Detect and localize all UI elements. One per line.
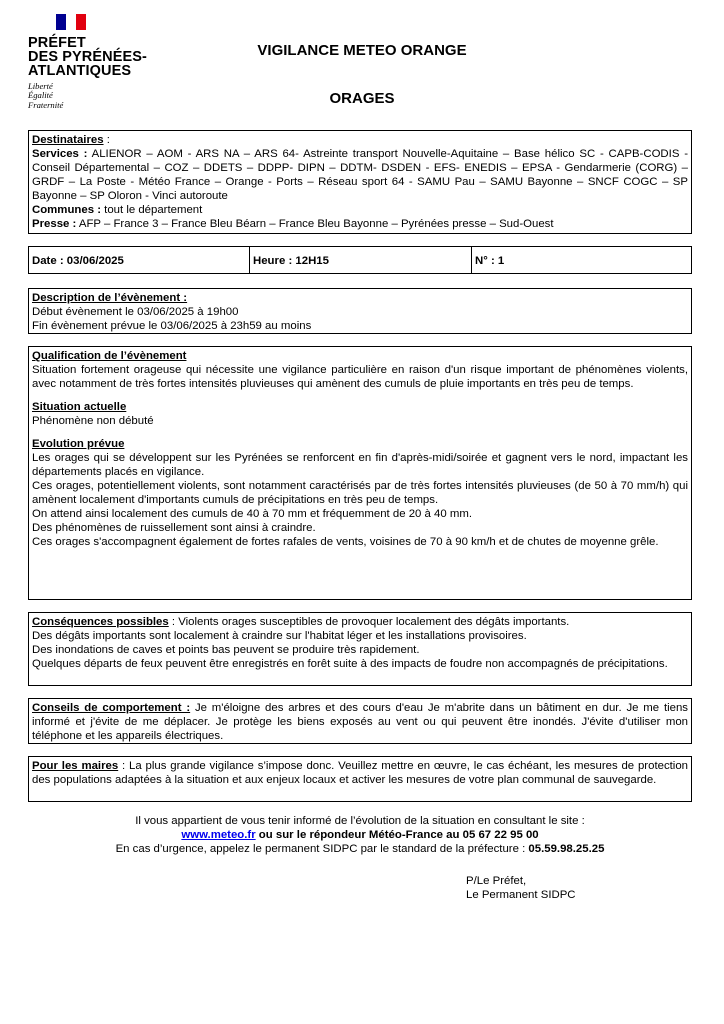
evolution-line: Les orages qui se développent sur les Pyrénées se renforcent en fin d'après-midi/soirée et gagnent vers le nord, impactant les départements placés en vigilance. [32, 452, 688, 478]
signature-line: Le Permanent SIDPC [466, 889, 576, 901]
mayors-box [28, 756, 692, 802]
number-cell: N° : 1 [475, 255, 505, 267]
evolution-heading: Evolution prévue [32, 438, 125, 450]
event-end: Fin évènement prévue le 03/06/2025 à 23h59 au moins [32, 320, 312, 332]
mayors-heading: Pour les maires [32, 760, 119, 772]
qualification-heading: Qualification de l’évènement [32, 350, 187, 362]
meteo-link[interactable]: www.meteo.fr [181, 829, 256, 841]
evolution-line: Des phénomènes de ruissellement sont ainsi à craindre. [32, 522, 316, 534]
evolution-line: On attend ainsi localement des cumuls de 40 à 70 mm et fréquemment de 20 à 40 mm. [32, 508, 473, 520]
description-heading: Description de l’évènement : [32, 292, 188, 304]
time-cell: Heure : 12H15 [250, 247, 472, 273]
footer-info: Il vous appartient de vous tenir informé de l’évolution de la situation en consultant le site : [135, 815, 585, 827]
advice-box [28, 698, 692, 744]
consequence-line: Des inondations de caves et points bas peuvent se produire très rapidement. [32, 644, 420, 656]
evolution-line: Ces orages, potentiellement violents, sont notamment caractérisés par de très fortes intensités pluvieuses (de 50 à 70 mm/h) qui amènent localement d'importants cumuls de précipitations en très peu de temps. [32, 480, 688, 506]
prefecture-logo [28, 14, 158, 110]
recipients-heading: Destinataires [32, 134, 104, 146]
situation-text: Phénomène non débuté [32, 415, 154, 427]
presse-label: Presse : [32, 218, 77, 230]
footer [28, 814, 692, 856]
prefecture-name: PRÉFET DES PYRÉNÉES- ATLANTIQUES [28, 35, 147, 79]
date-table [28, 246, 692, 274]
consequence-line: Des dégâts importants sont localement à craindre sur l'habitat léger et les installations provisoires. [32, 630, 527, 642]
event-description-box [28, 288, 692, 334]
marianne-icon [94, 17, 104, 27]
consequences-intro: : Violents orages susceptibles de provoquer localement des dégâts importants. [168, 616, 570, 628]
communes-label: Communes : [32, 204, 101, 216]
advice-heading: Conseils de comportement : [32, 702, 191, 714]
document-subtitle: ORAGES [329, 90, 395, 107]
recipients-box: Destinataires : Services : ALIENOR – AOM - ARS NA – ARS 64- Astreinte transport Nouvelle-Aquitaine – Base hélico SC - CAPB-CODIS - Conseil Départemental – COZ – DDETS – DDPP- DIPN – DDTM- DSDEN - EFS- ENEDIS – EPSA - Gendarmerie (CORG) – GRDF – La Poste - Météo France – Orange - Ports – Réseau sport 64 - SAMU Pau – SAMU Bayonne – SNCF COGC – SP Bayonne – SP Oloron - Vinci autoroute Communes : tout le département Presse : AFP – France 3 – France Bleu Béarn – France Bleu Bayonne – Pyrénées presse – Sud-Ouest [28, 130, 692, 234]
french-flag-icon [56, 14, 86, 30]
mayors-text: : La plus grande vigilance s’impose donc. Veuillez mettre en œuvre, le cas échéant, les mesures de protection des populations adaptées à la situation et aux enjeux locaux et activer les mesures de votre plan communal de sauvegarde. [32, 760, 688, 786]
date-cell: Date : 03/06/2025 [29, 247, 250, 273]
advice-text: Je m'éloigne des arbres et des cours d'eau Je m'abrite dans un bâtiment en dur. Je me tiens informé et j'évite de me déplacer. Je protège les biens exposés au vent ou qui peuvent être inondés. J'évite d'utiliser mon téléphone et les appareils électriques. [32, 702, 689, 742]
event-start: Début évènement le 03/06/2025 à 19h00 [32, 306, 239, 318]
devise: Liberté Égalité Fraternité [28, 81, 64, 110]
signature [466, 874, 576, 902]
presse-list: AFP – France 3 – France Bleu Béarn – France Bleu Bayonne – Pyrénées presse – Sud-Ouest [76, 218, 554, 230]
qualification-box [28, 346, 692, 600]
consequence-line: Quelques départs de feux peuvent être enregistrés en forêt suite à des impacts de foudre non accompagnés de précipitations. [32, 658, 668, 670]
consequences-heading: Conséquences possibles [32, 616, 169, 628]
services-label: Services : [32, 148, 88, 160]
consequences-box [28, 612, 692, 686]
document-title: VIGILANCE METEO ORANGE [257, 42, 467, 59]
qualification-text: Situation fortement orageuse qui nécessite une vigilance particulière en raison d'un risque important de phénomènes violents, avec notamment de très fortes intensités pluvieuses qui amènent des cumuls de pluie importants en très peu de temps. [32, 364, 688, 390]
services-list: ALIENOR – AOM - ARS NA – ARS 64- Astreinte transport Nouvelle-Aquitaine – Base hélico SC - CAPB-CODIS - Conseil Départemental – COZ – DDETS – DDPP- DIPN – DDTM- DSDEN - EFS- ENEDIS – EPSA - Gendarmerie (CORG) – GRDF – La Poste - Météo France – Orange - Ports – Réseau sport 64 - SAMU Pau – SAMU Bayonne – SNCF COGC – SP Bayonne – SP Oloron - Vinci autoroute [32, 148, 688, 202]
situation-heading: Situation actuelle [32, 401, 127, 413]
communes-value: tout le département [100, 204, 203, 216]
footer-phone-line: ou sur le répondeur Météo-France au 05 67 22 95 00 [255, 829, 539, 841]
footer-emergency: En cas d’urgence, appelez le permanent SIDPC par le standard de la préfecture : [115, 843, 529, 855]
prefecture-phone: 05.59.98.25.25 [528, 843, 605, 855]
signature-line: P/Le Préfet, [466, 875, 527, 887]
evolution-line: Ces orages s'accompagnent également de fortes rafales de vents, voisines de 70 à 90 km/h et de chutes de moyenne grêle. [32, 536, 659, 548]
